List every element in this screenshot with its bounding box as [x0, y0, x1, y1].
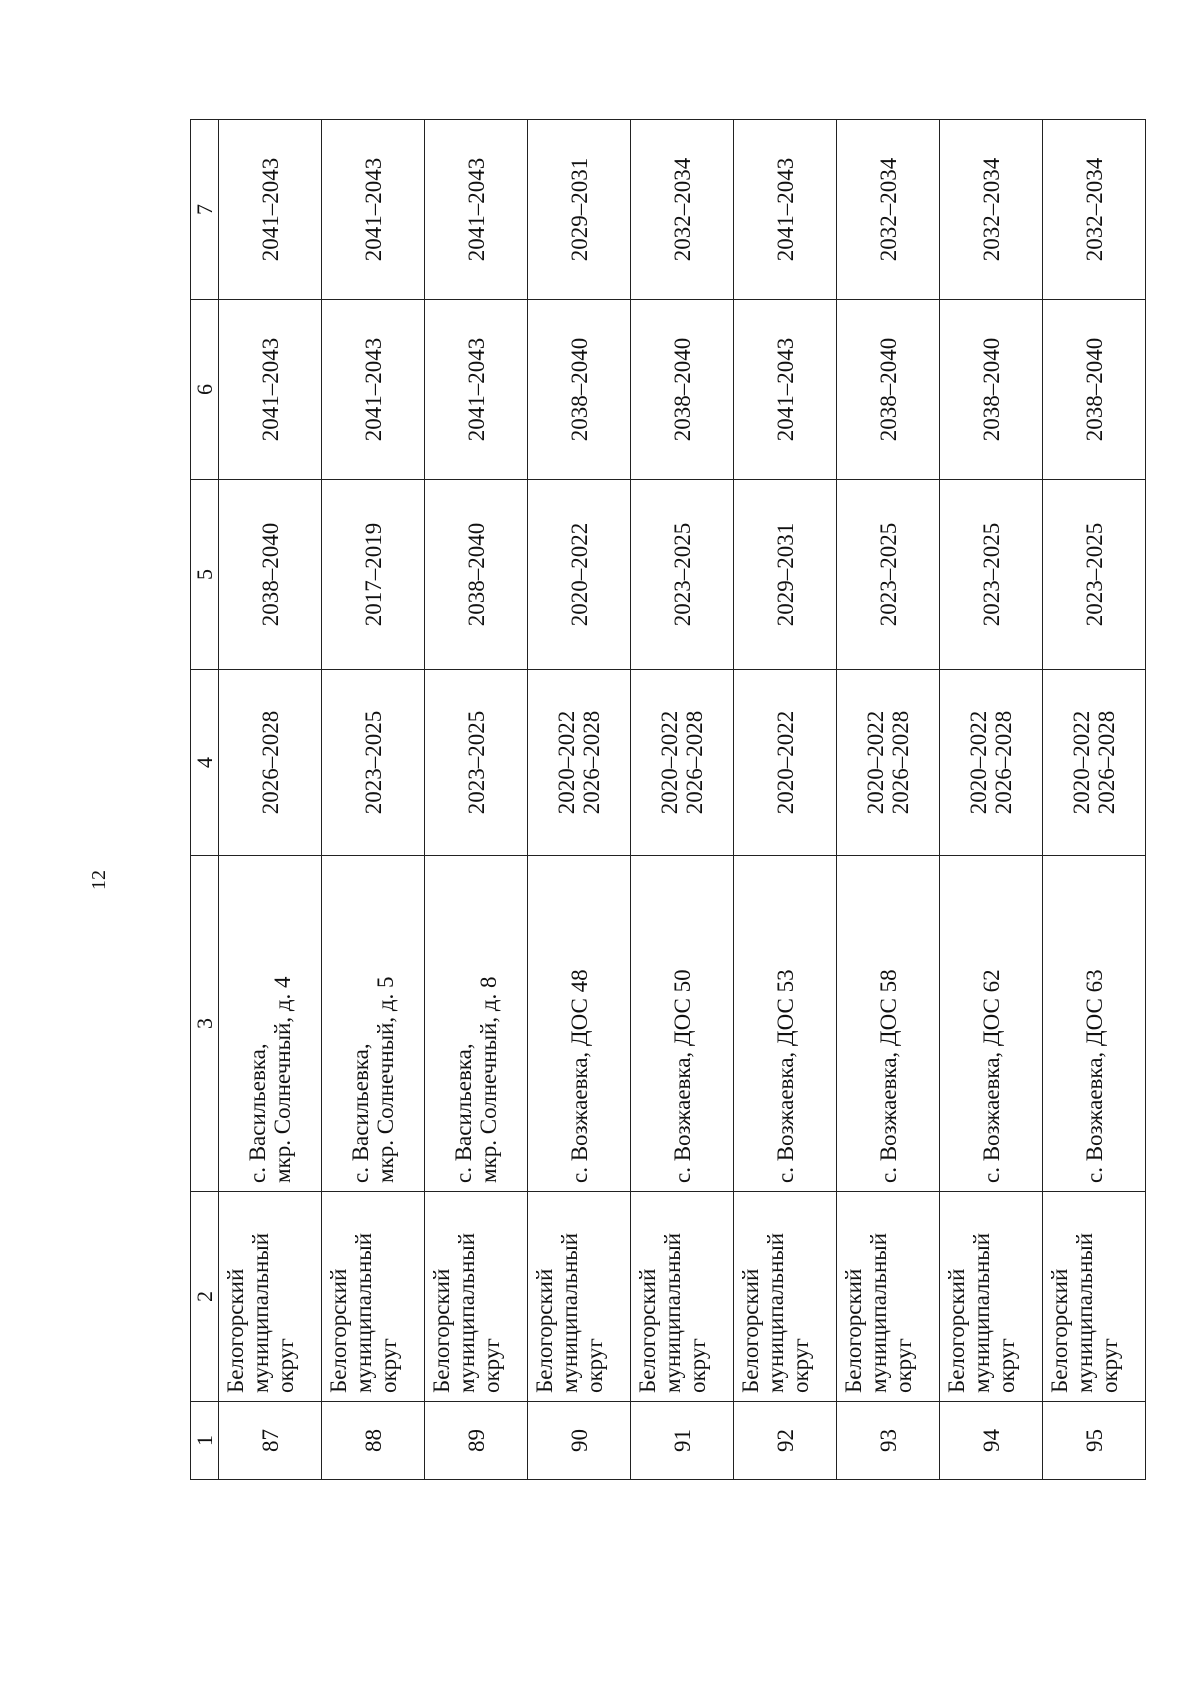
- rotated-table-frame: [190, 120, 1122, 1480]
- district-line: Белогорский: [429, 1268, 454, 1393]
- address-line: с. Возжаевка, ДОС 62: [978, 969, 1004, 1183]
- period-col7-cell: 2032–2034: [837, 120, 940, 300]
- period-col4-line: 2020–2022: [966, 710, 991, 815]
- table-row: [425, 120, 528, 1480]
- period-col6-cell: 2041–2043: [425, 300, 528, 480]
- period-col4-cell: [734, 670, 837, 856]
- address-line: с. Васильевка,: [451, 1043, 476, 1183]
- period-col4-line: 2023–2025: [360, 710, 386, 815]
- column-number: 7: [191, 120, 219, 300]
- district-line: округ: [273, 1338, 298, 1393]
- district-line: Белогорский: [738, 1268, 763, 1393]
- period-col5-cell: 2023–2025: [940, 480, 1043, 670]
- district-line: Белогорский: [532, 1268, 557, 1393]
- address-cell: [940, 856, 1043, 1192]
- address-line: с. Возжаевка, ДОС 50: [669, 969, 695, 1183]
- row-number: 93: [837, 1402, 940, 1480]
- period-col5-cell: 2017–2019: [322, 480, 425, 670]
- row-number: 92: [734, 1402, 837, 1480]
- period-col5-cell: 2023–2025: [631, 480, 734, 670]
- period-col4-cell: [425, 670, 528, 856]
- period-col5-cell: 2023–2025: [837, 480, 940, 670]
- period-col4-line: 2023–2025: [463, 710, 489, 815]
- period-col6-cell: 2041–2043: [734, 300, 837, 480]
- district-line: Белогорский: [944, 1268, 969, 1393]
- period-col4-line: 2020–2022: [554, 710, 579, 815]
- period-col4-line: 2026–2028: [682, 710, 707, 815]
- column-number: 5: [191, 480, 219, 670]
- period-col7-cell: 2029–2031: [528, 120, 631, 300]
- table-body: [191, 120, 1146, 1480]
- column-number: 4: [191, 670, 219, 856]
- address-line: мкр. Солнечный, д. 5: [373, 976, 398, 1183]
- address-cell: [219, 856, 322, 1192]
- district-cell: [322, 1192, 425, 1402]
- district-line: Белогорский: [841, 1268, 866, 1393]
- district-line: муниципальный: [557, 1232, 582, 1393]
- period-col7-cell: 2041–2043: [322, 120, 425, 300]
- address-cell: [837, 856, 940, 1192]
- period-col4-cell: [1043, 670, 1146, 856]
- address-line: с. Васильевка,: [245, 1043, 270, 1183]
- district-cell: [631, 1192, 734, 1402]
- period-col7-cell: 2032–2034: [1043, 120, 1146, 300]
- schedule-table: [190, 119, 1146, 1480]
- period-col5-cell: 2038–2040: [219, 480, 322, 670]
- period-col4-line: 2020–2022: [1069, 710, 1094, 815]
- address-cell: [734, 856, 837, 1192]
- column-number-row: [191, 120, 219, 1480]
- period-col4-line: 2020–2022: [772, 710, 798, 815]
- row-number: 94: [940, 1402, 1043, 1480]
- row-number: 88: [322, 1402, 425, 1480]
- period-col4-line: 2026–2028: [257, 710, 283, 815]
- period-col5-cell: 2029–2031: [734, 480, 837, 670]
- district-line: Белогорский: [635, 1268, 660, 1393]
- period-col7-cell: 2032–2034: [631, 120, 734, 300]
- period-col5-cell: 2020–2022: [528, 480, 631, 670]
- period-col6-cell: 2041–2043: [322, 300, 425, 480]
- district-cell: [219, 1192, 322, 1402]
- period-col4-line: 2020–2022: [657, 710, 682, 815]
- period-col7-cell: 2041–2043: [219, 120, 322, 300]
- district-cell: [1043, 1192, 1146, 1402]
- table-row: [734, 120, 837, 1480]
- table-row: [322, 120, 425, 1480]
- address-cell: [1043, 856, 1146, 1192]
- period-col5-cell: 2038–2040: [425, 480, 528, 670]
- district-line: округ: [582, 1338, 607, 1393]
- period-col4-cell: [322, 670, 425, 856]
- column-number: 2: [191, 1192, 219, 1402]
- address-cell: [322, 856, 425, 1192]
- address-line: с. Возжаевка, ДОС 58: [875, 969, 901, 1183]
- district-line: округ: [891, 1338, 916, 1393]
- row-number: 89: [425, 1402, 528, 1480]
- district-line: округ: [685, 1338, 710, 1393]
- period-col6-cell: 2038–2040: [940, 300, 1043, 480]
- period-col4-cell: [940, 670, 1043, 856]
- period-col7-cell: 2041–2043: [734, 120, 837, 300]
- address-cell: [528, 856, 631, 1192]
- period-col5-cell: 2023–2025: [1043, 480, 1146, 670]
- period-col4-line: 2026–2028: [888, 710, 913, 815]
- address-line: с. Возжаевка, ДОС 48: [566, 969, 592, 1183]
- address-line: с. Возжаевка, ДОС 63: [1081, 969, 1107, 1183]
- row-number: 90: [528, 1402, 631, 1480]
- district-cell: [425, 1192, 528, 1402]
- period-col4-line: 2026–2028: [579, 710, 604, 815]
- period-col4-cell: [528, 670, 631, 856]
- table-row: [837, 120, 940, 1480]
- period-col4-cell: [837, 670, 940, 856]
- address-line: мкр. Солнечный, д. 8: [476, 976, 501, 1183]
- row-number: 87: [219, 1402, 322, 1480]
- period-col6-cell: 2038–2040: [837, 300, 940, 480]
- row-number: 91: [631, 1402, 734, 1480]
- district-line: муниципальный: [351, 1232, 376, 1393]
- district-line: округ: [479, 1338, 504, 1393]
- period-col6-cell: 2038–2040: [528, 300, 631, 480]
- period-col4-cell: [219, 670, 322, 856]
- district-line: муниципальный: [969, 1232, 994, 1393]
- period-col7-cell: 2041–2043: [425, 120, 528, 300]
- period-col6-cell: 2038–2040: [1043, 300, 1146, 480]
- district-line: муниципальный: [660, 1232, 685, 1393]
- table-row: [528, 120, 631, 1480]
- district-line: округ: [1097, 1338, 1122, 1393]
- page-number: 12: [88, 870, 110, 890]
- district-line: муниципальный: [866, 1232, 891, 1393]
- address-cell: [425, 856, 528, 1192]
- period-col6-cell: 2041–2043: [219, 300, 322, 480]
- table-row: [219, 120, 322, 1480]
- district-line: муниципальный: [1072, 1232, 1097, 1393]
- district-line: округ: [994, 1338, 1019, 1393]
- period-col7-cell: 2032–2034: [940, 120, 1043, 300]
- district-line: муниципальный: [763, 1232, 788, 1393]
- district-line: Белогорский: [326, 1268, 351, 1393]
- table-row: [940, 120, 1043, 1480]
- period-col4-line: 2026–2028: [991, 710, 1016, 815]
- period-col4-line: 2020–2022: [863, 710, 888, 815]
- address-line: с. Васильевка,: [348, 1043, 373, 1183]
- address-line: с. Возжаевка, ДОС 53: [772, 969, 798, 1183]
- district-cell: [528, 1192, 631, 1402]
- period-col4-cell: [631, 670, 734, 856]
- table-row: [1043, 120, 1146, 1480]
- district-cell: [734, 1192, 837, 1402]
- period-col6-cell: 2038–2040: [631, 300, 734, 480]
- column-number: 6: [191, 300, 219, 480]
- district-line: Белогорский: [1047, 1268, 1072, 1393]
- district-line: Белогорский: [223, 1268, 248, 1393]
- district-line: муниципальный: [454, 1232, 479, 1393]
- period-col4-line: 2026–2028: [1094, 710, 1119, 815]
- district-cell: [940, 1192, 1043, 1402]
- address-line: мкр. Солнечный, д. 4: [270, 976, 295, 1183]
- district-cell: [837, 1192, 940, 1402]
- table-row: [631, 120, 734, 1480]
- district-line: округ: [376, 1338, 401, 1393]
- column-number: 3: [191, 856, 219, 1192]
- district-line: муниципальный: [248, 1232, 273, 1393]
- column-number: 1: [191, 1402, 219, 1480]
- address-cell: [631, 856, 734, 1192]
- district-line: округ: [788, 1338, 813, 1393]
- row-number: 95: [1043, 1402, 1146, 1480]
